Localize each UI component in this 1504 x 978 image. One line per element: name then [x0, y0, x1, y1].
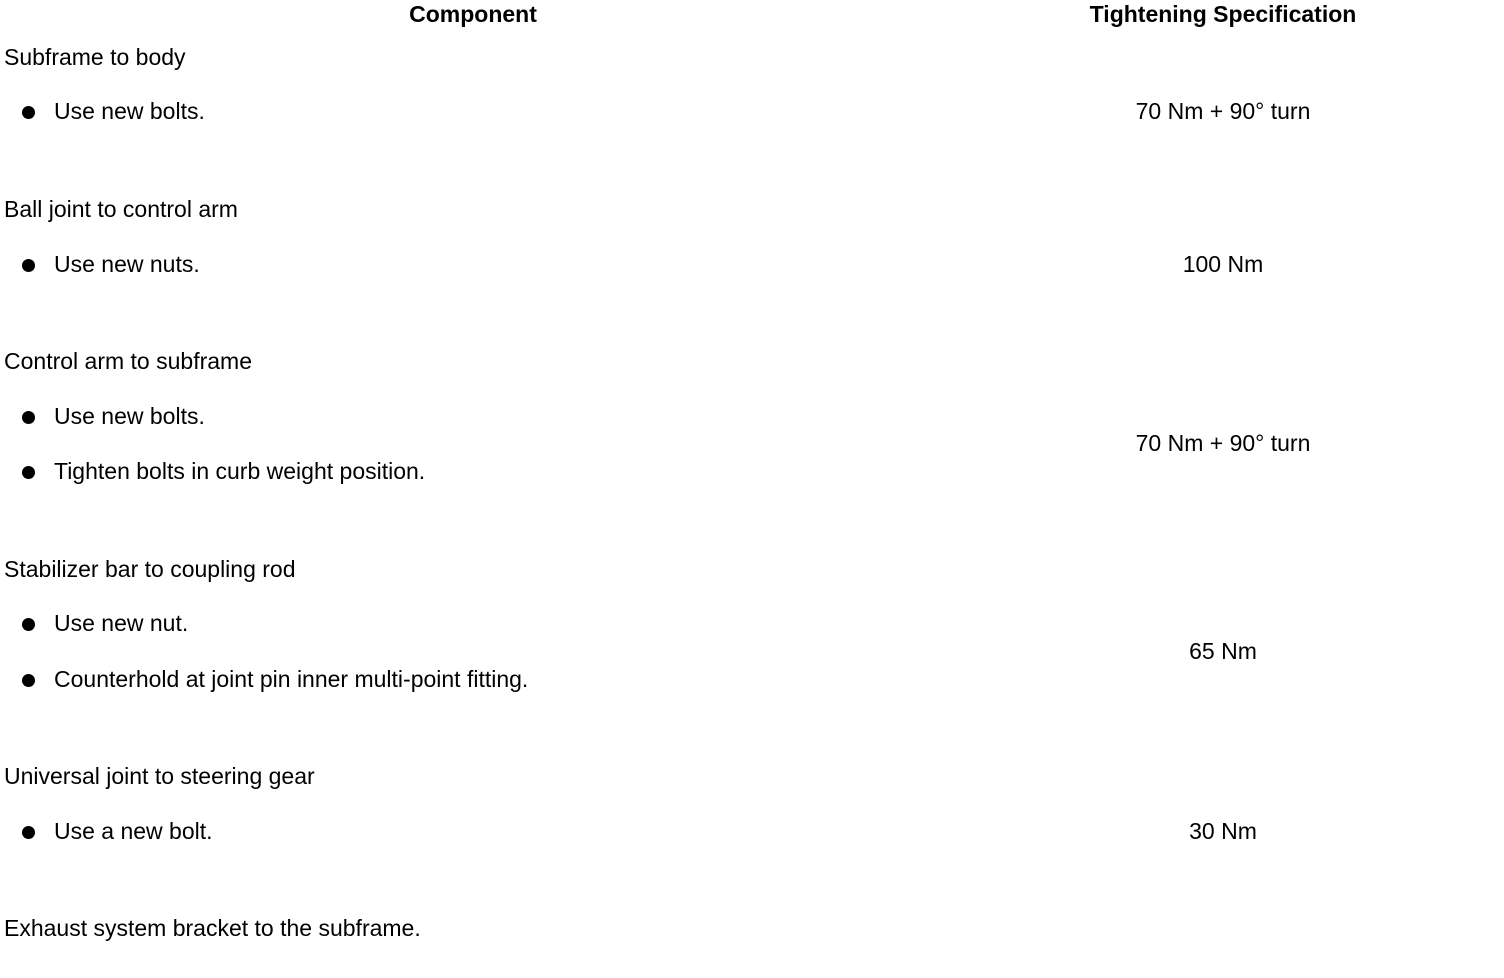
component-name: Ball joint to control arm	[4, 196, 238, 222]
bullet-icon	[22, 674, 35, 687]
bullet-icon	[22, 106, 35, 119]
note-text: Use a new bolt.	[54, 818, 213, 844]
note-text: Use new bolts.	[54, 403, 205, 429]
note-text: Use new bolts.	[54, 98, 205, 124]
note-text: Use new nut.	[54, 610, 189, 636]
component-name: Control arm to subframe	[4, 348, 252, 374]
note-text: Use new nuts.	[54, 251, 200, 277]
component-name: Stabilizer bar to coupling rod	[4, 556, 296, 582]
column-header-tightening-specification: Tightening Specification	[1089, 1, 1357, 27]
bullet-icon	[22, 466, 35, 479]
tightening-spec-value: 70 Nm + 90° turn	[1135, 430, 1311, 456]
bullet-icon	[22, 826, 35, 839]
note-text: Counterhold at joint pin inner multi-point fitting.	[54, 666, 529, 692]
tightening-spec-value: 70 Nm + 90° turn	[1135, 98, 1311, 124]
table-header	[0, 0, 1504, 30]
bullet-icon	[22, 618, 35, 631]
component-name: Universal joint to steering gear	[4, 763, 315, 789]
bullet-icon	[22, 259, 35, 272]
tightening-spec-value: 30 Nm	[1189, 818, 1257, 844]
note-text: Tighten bolts in curb weight position.	[54, 458, 426, 484]
component-name: Subframe to body	[4, 44, 186, 70]
tightening-spec-value: 100 Nm	[1182, 251, 1264, 277]
component-name: Exhaust system bracket to the subframe.	[4, 915, 421, 941]
bullet-icon	[22, 411, 35, 424]
column-header-component: Component	[409, 1, 537, 27]
tightening-spec-value: 65 Nm	[1189, 638, 1257, 664]
